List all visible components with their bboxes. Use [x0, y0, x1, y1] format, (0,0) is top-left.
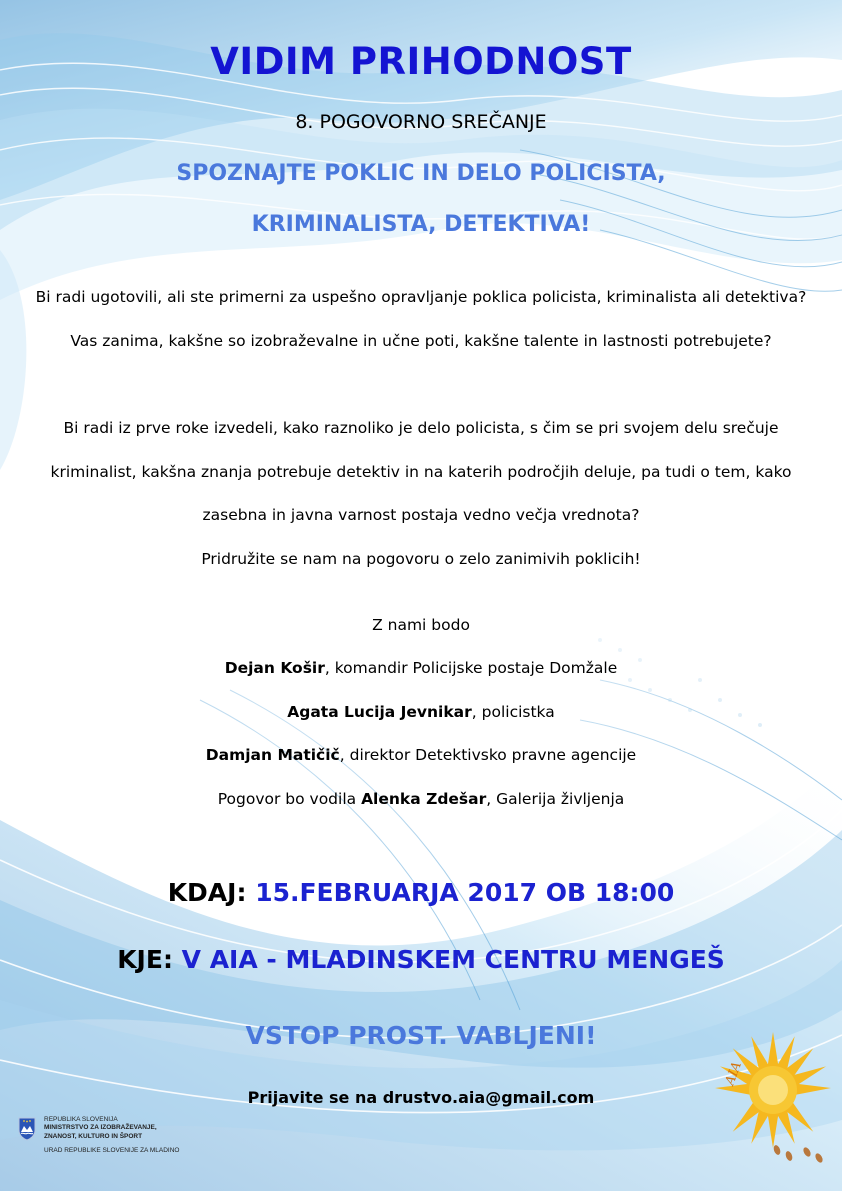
- event-date-value: 15.FEBRUARJA 2017 OB 18:00: [255, 878, 675, 907]
- intro-paragraph-3: Pridružite se nam na pogovoru o zelo zanimivih poklicih!: [201, 550, 641, 568]
- heading-line-1: SPOZNAJTE POKLIC IN DELO POLICISTA,: [176, 161, 666, 186]
- ministry-text: [44, 1115, 179, 1155]
- guest-1-name: Dejan Košir: [224, 659, 325, 677]
- free-entry-notice: VSTOP PROST. VABLJENI!: [245, 1021, 597, 1050]
- event-location-label: KJE:: [117, 945, 173, 974]
- guests-intro: Z nami bodo: [372, 616, 470, 634]
- moderator-prefix: Pogovor bo vodila: [217, 790, 362, 808]
- aia-logo-text: AIA: [722, 1059, 745, 1088]
- guest-1-role: , komandir Policijske postaje Domžale: [324, 659, 618, 677]
- guest-1: [0, 659, 842, 677]
- event-location-value: V AIA - MLADINSKEM CENTRU MENGEŠ: [181, 945, 725, 974]
- slovenia-coat-of-arms-icon: [18, 1117, 36, 1141]
- heading-line-2: KRIMINALISTA, DETEKTIVA!: [251, 212, 591, 237]
- moderator-suffix: , Galerija življenja: [486, 790, 625, 808]
- guest-2: [0, 703, 842, 721]
- guest-3: [0, 746, 842, 764]
- guest-3-name: Damjan Matičič: [205, 746, 340, 764]
- ministry-logo: [18, 1115, 248, 1165]
- ministry-line-3: ZNANOST, KULTURO IN ŠPORT: [44, 1132, 143, 1140]
- page-title: VIDIM PRIHODNOST: [210, 40, 632, 83]
- ministry-line-4: URAD REPUBLIKE SLOVENIJE ZA MLADINO: [44, 1147, 180, 1154]
- event-location: [0, 945, 842, 974]
- event-subtitle: 8. POGOVORNO SREČANJE: [295, 111, 547, 133]
- event-date: [0, 878, 842, 907]
- registration-line: Prijavite se na drustvo.aia@gmail.com: [247, 1088, 595, 1107]
- guest-3-role: , direktor Detektivsko pravne agencije: [339, 746, 637, 764]
- aia-sun-logo: [715, 1028, 840, 1168]
- ministry-line-2: MINISTRSTVO ZA IZOBRAŽEVANJE,: [44, 1124, 157, 1131]
- guest-2-name: Agata Lucija Jevnikar: [287, 703, 472, 721]
- event-date-label: KDAJ:: [167, 878, 247, 907]
- moderator-name: Alenka Zdešar: [361, 790, 487, 808]
- intro-paragraph-2: Bi radi iz prve roke izvedeli, kako raznoliko je delo policista, s čim se pri svojem delu srečuje kriminalist, kakšna znanja potrebuje detektiv in na katerih področjih deluje, pa tudi o tem, kako zasebna in javna varnost postaja vedno večja vrednota?: [50, 419, 792, 524]
- ministry-line-1: REPUBLIKA SLOVENIJA: [44, 1116, 118, 1123]
- intro-paragraph-1: Bi radi ugotovili, ali ste primerni za uspešno opravljanje poklica policista, kriminalista ali detektiva? Vas zanima, kakšne so izobraževalne in učne poti, kakšne talente in lastnosti potrebujete?: [35, 288, 807, 350]
- guest-2-role: , policistka: [471, 703, 555, 721]
- moderator-line: [0, 790, 842, 808]
